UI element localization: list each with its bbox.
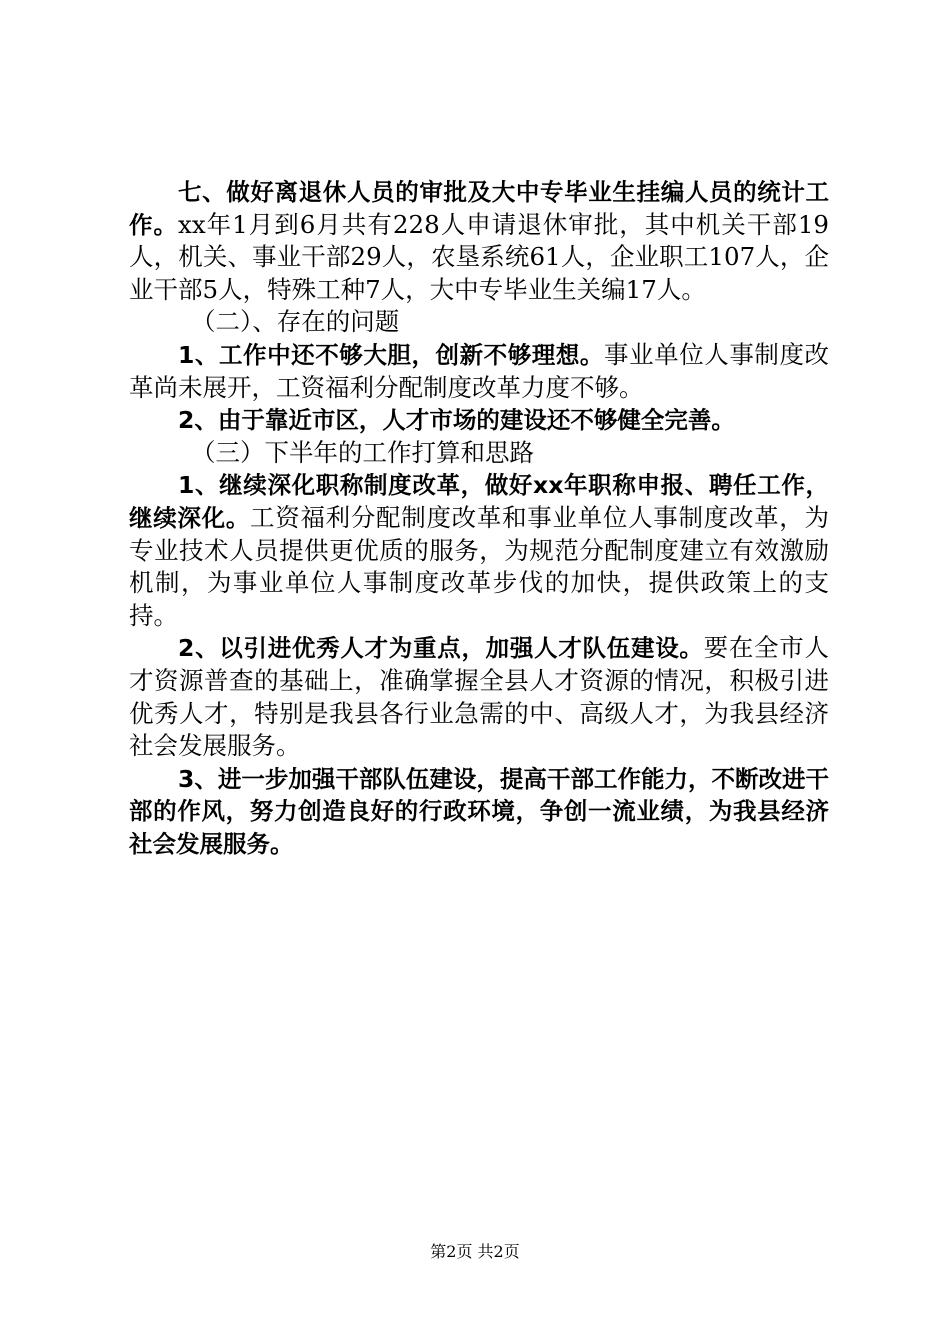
paragraph-body: 工资福利分配制度改革和事业单位人事制度改革，为专业技术人员提供更优质的服务，为规范分配制度建立有效激励机制，为事业单位人事制度改革步伐的加快，提供政策上的支持。 xyxy=(129,502,830,630)
section-heading-plans xyxy=(129,437,829,470)
paragraph-body: 要在全市人才资源普查的基础上，准确掌握全县人才资源的情况，积极引进优秀人才，特别是我县各行业急需的中、高级人才，为我县经济社会发展服务。 xyxy=(129,633,829,761)
document-body xyxy=(129,176,829,860)
paragraph-lead: 七、做好离退休人员的审批及大中专毕业生挂编人员的统计工作。 xyxy=(129,178,829,239)
paragraph-lead: 3、进一步加强干部队伍建设，提高干部工作能力，不断改进干部的作风，努力创造良好的行政环境，争创一流业绩，为我县经济社会发展服务。 xyxy=(129,764,829,858)
section-heading-problems xyxy=(129,306,829,339)
paragraph-lead: 1、工作中还不够大胆，创新不够理想。 xyxy=(178,340,604,369)
section-heading-text: （二）、存在的问题 xyxy=(191,307,400,337)
paragraph-lead: 1、继续深化职称制度改革，做好xx年职称申报、聘任工作，继续深化。 xyxy=(129,471,829,532)
paragraph-lead: 2、以引进优秀人才为重点，加强人才队伍建设。 xyxy=(178,634,704,663)
paragraph-body: xx年1月到6月共有228人申请退休审批，其中机关干部19人，机关、事业干部29人，农垦系统61人，企业职工107人，企业干部5人，特殊工种7人，大中专毕业生关编17人。 xyxy=(129,209,830,304)
paragraph-plan-2 xyxy=(129,632,829,762)
paragraph-plan-3 xyxy=(129,763,829,861)
paragraph-plan-1 xyxy=(129,469,829,632)
paragraph-problem-1 xyxy=(129,339,829,404)
paragraph-problem-2 xyxy=(129,404,829,437)
paragraph-retirement-approval xyxy=(129,176,829,306)
page-number-footer: 第2页 共2页 xyxy=(430,1242,520,1261)
section-heading-text: （三）下半年的工作打算和思路 xyxy=(191,437,534,467)
paragraph-lead: 2、由于靠近市区，人才市场的建设还不够健全完善。 xyxy=(178,406,735,435)
paragraph-body: 事业单位人事制度改革尚未展开，工资福利分配制度改革力度不够。 xyxy=(129,339,830,402)
